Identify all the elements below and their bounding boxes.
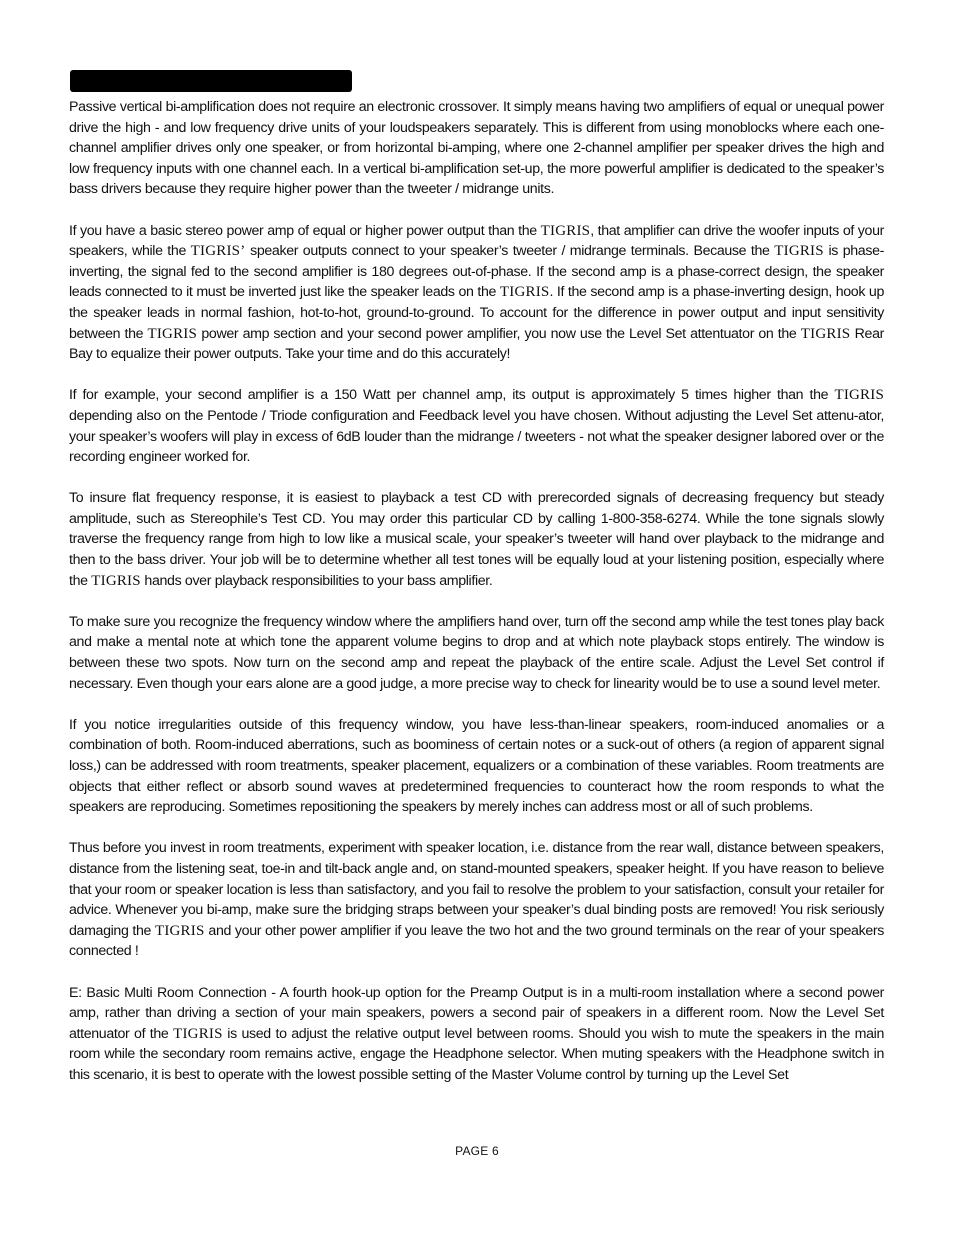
text-run: E: Basic Multi Room Connection - A fourth hook-up option for the Preamp Output is in a multi-room installation where a second power amp, rather than driving a section of your main speakers, powers a second pair of speakers in a different room. Now the Level Set attenuator of the [69, 984, 884, 1042]
brand-name: TIGRIS [173, 1025, 223, 1042]
paragraph [69, 715, 884, 818]
text-run: Rear Bay to equalize their power outputs. Take your time and do this accurately! [69, 325, 884, 363]
brand-name: TIGRIS [834, 387, 884, 404]
text-run: If for example, your second amplifier is a 150 Watt per channel amp, its output is approximately 5 times higher than the [69, 387, 835, 404]
paragraph [69, 983, 884, 1086]
brand-name: TIGRIS [540, 222, 591, 239]
brand-name: TIGRIS [800, 325, 851, 342]
text-run: is used to adjust the relative output level between rooms. Should you wish to mute the speakers in the main room while the secondary room remains active, engage the Headphone selector. When muting speakers with the Headphone switch in this scenario, it is best to operate with the lowest possible setting of the Master Volume control by turning up the Level Set [69, 1025, 884, 1083]
paragraph [69, 385, 884, 467]
text-run: is phase-inverting, the signal fed to the second amplifier is 180 degrees out-of-phase. If the second amp is a phase-correct design, the speaker leads connected to it must be inverted just like the speaker leads on the [69, 243, 885, 301]
brand-name: TIGRIS [91, 572, 141, 589]
brand-name: TIGRIS [499, 284, 550, 301]
text-run: To make sure you recognize the frequency window where the amplifiers hand over, turn off the second amp while the test tones play back and make a mental note at which tone the apparent volume begins to drop and at which note playback stops entirely. The window is between these two spots. Now turn on the second amp and repeat the playback of the entire scale. Adjust the Level Set control if necessary. Even though your ears alone are a good judge, a more precise way to check for linearity would be to use a sound level meter. [69, 613, 884, 692]
text-run: Passive vertical bi-amplification does not require an electronic crossover. It simply means having two amplifiers of equal or unequal power drive the high - and low frequency drive units of your loudspeakers separately. This is different from using monoblocks where each one-channel amplifier drives only one speaker, or from horizontal bi-amping, where one 2-channel amplifier per speaker drives the high and low frequency inputs with one channel each. In a vertical bi-amplification set-up, the more powerful amplifier is dedicated to the speaker’s bass drivers because they require higher power than the tweeter / midrange units. [69, 99, 884, 198]
brand-name: TIGRIS [154, 922, 205, 939]
text-run: hands over playback responsibilities to your bass amplifier. [140, 572, 493, 589]
brand-name: TIGRIS’ [190, 243, 246, 260]
paragraph [69, 221, 884, 365]
body-text [69, 97, 884, 1106]
text-run: depending also on the Pentode / Triode configuration and Feedback level you have chosen. Without adjusting the Level Set attenu-ator, your speaker’s woofers will play in excess of 6dB louder than the midrange / tweeters - not what the speaker designer labored over or the recording engineer worked for. [69, 407, 884, 466]
text-run: power amp section and your second power amplifier, you now use the Level Set attentuator on the [197, 325, 801, 342]
text-run: and your other power amplifier if you leave the two hot and the two ground terminals on the rear of your speakers connected ! [69, 922, 884, 960]
text-run: . If the second amp is a phase-inverting design, hook up the speaker leads in normal fashion, hot-to-hot, ground-to-ground. To account for the difference in power output and input sensitivity between the [69, 284, 884, 342]
brand-name: TIGRIS [774, 243, 824, 260]
text-run: , that amplifier can drive the woofer inputs of your speakers, while the [69, 222, 884, 260]
text-run: If you notice irregularities outside of this frequency window, you have less-than-linear speakers, room-induced anomalies or a combination of both. Room-induced aberrations, such as boominess of certain notes or a suck-out of others (a region of apparent signal loss,) can be addressed with room treatments, speaker placement, equalizers or a combination of these variables. Room treatments are objects that either reflect or absorb sound waves at predetermined frequencies to counteract how the room responds to what the speakers are reproducing. Sometimes repositioning the speakers by merely inches can address most or all of such problems. [69, 716, 884, 816]
paragraph [69, 97, 884, 200]
text-run: speaker outputs connect to your speaker’s tweeter / midrange terminals. Because the [245, 243, 775, 260]
text-run: If you have a basic stereo power amp of equal or higher power output than the [69, 222, 541, 239]
text-run: Thus before you invest in room treatments, experiment with speaker location, i.e. distance from the rear wall, distance between speakers, distance from the listening seat, toe-in and tilt-back angle and, on stand-mounted speakers, speaker height. If you have reason to believe that your room or speaker location is less than satisfactory, and you fail to resolve the problem to your satisfaction, consult your retailer for advice. Whenever you bi-amp, make sure the bridging straps between your speaker’s dual binding posts are removed! You risk seriously damaging the [69, 840, 884, 939]
paragraph [69, 838, 884, 962]
text-run: To insure flat frequency response, it is easiest to playback a test CD with prerecorded signals of decreasing frequency but steady amplitude, such as Stereophile’s Test CD. You may order this particular CD by calling 1-800-358-6274. While the tone signals slowly traverse the frequency range from high to low like a musical scale, your speaker’s tweeter will hand over playback to the midrange and then to the bass driver. Your job will be to determine whether all test tones will be equally loud at your listening position, especially where the [69, 490, 884, 589]
page-number: PAGE 6 [455, 1144, 499, 1158]
paragraph [69, 612, 884, 694]
brand-name: TIGRIS [147, 325, 198, 342]
section-header-bar [70, 70, 352, 92]
paragraph [69, 488, 884, 591]
